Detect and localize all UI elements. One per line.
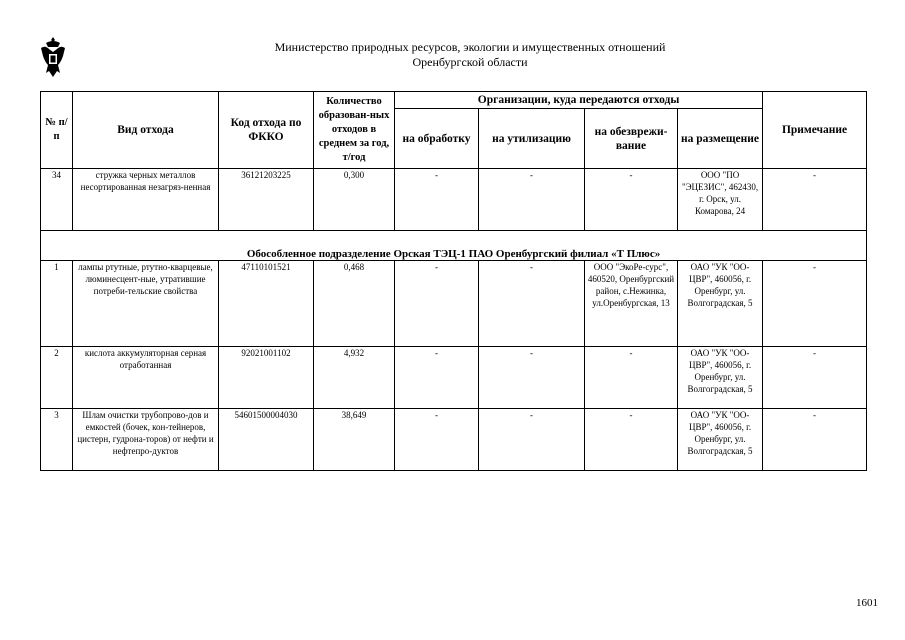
cell-neutralization: ООО "ЭкоРе-сурс", 460520, Оренбургский район, с.Нежинка, ул.Оренбургская, 13 — [585, 261, 678, 347]
section-title: Обособленное подразделение Орская ТЭЦ-1 ПАО Оренбургский филиал «Т Плюс» — [41, 231, 867, 261]
col-header-placement: на размещение — [678, 109, 763, 169]
col-header-note: Примечание — [763, 92, 867, 169]
table-row — [41, 261, 867, 347]
cell-code: 92021001102 — [219, 347, 314, 409]
cell-num: 3 — [41, 409, 73, 471]
cell-qty: 0,300 — [314, 169, 395, 231]
cell-placement: ОАО "УК "ОО-ЦВР", 460056, г. Оренбург, ул. Волгоградская, 5 — [678, 409, 763, 471]
cell-processing: - — [395, 347, 479, 409]
col-header-num: № п/п — [41, 92, 73, 169]
cell-processing: - — [395, 409, 479, 471]
cell-type: кислота аккумуляторная серная отработанная — [73, 347, 219, 409]
cell-note: - — [763, 261, 867, 347]
cell-note: - — [763, 409, 867, 471]
cell-utilization: - — [479, 261, 585, 347]
cell-neutralization: - — [585, 347, 678, 409]
cell-placement: ОАО "УК "ОО-ЦВР", 460056, г. Оренбург, ул. Волгоградская, 5 — [678, 261, 763, 347]
cell-num: 1 — [41, 261, 73, 347]
cell-utilization: - — [479, 169, 585, 231]
cell-utilization: - — [479, 409, 585, 471]
cell-type: лампы ртутные, ртутно-кварцевые, люминесцент-ные, утратившие потреби-тельские свойства — [73, 261, 219, 347]
cell-num: 2 — [41, 347, 73, 409]
cell-placement: ОАО "УК "ОО-ЦВР", 460056, г. Оренбург, ул. Волгоградская, 5 — [678, 347, 763, 409]
table-row — [41, 409, 867, 471]
table-row — [41, 169, 867, 231]
header-ministry-line2: Оренбургской области — [412, 55, 528, 69]
page-number: 1601 — [856, 597, 878, 609]
header-row — [41, 92, 867, 109]
cell-qty: 0,468 — [314, 261, 395, 347]
cell-placement: ООО "ПО "ЭЦЕЗИС", 462430, г. Орск, ул. Комарова, 24 — [678, 169, 763, 231]
table-row — [41, 347, 867, 409]
col-header-processing: на обработку — [395, 109, 479, 169]
cell-note: - — [763, 169, 867, 231]
col-header-type: Вид отхода — [73, 92, 219, 169]
col-header-orgs: Организации, куда передаются отходы — [395, 92, 763, 109]
cell-qty: 38,649 — [314, 409, 395, 471]
cell-note: - — [763, 347, 867, 409]
waste-table — [40, 91, 867, 471]
col-header-qty: Количество образован-ных отходов в среднем за год, т/год — [314, 92, 395, 169]
cell-code: 47110101521 — [219, 261, 314, 347]
cell-type: стружка черных металлов несортированная незагряз-ненная — [73, 169, 219, 231]
cell-processing: - — [395, 169, 479, 231]
cell-type: Шлам очистки трубопрово-дов и емкостей (бочек, кон-тейнеров, цистерн, гудрона-торов) от нефти и нефтепро-дуктов — [73, 409, 219, 471]
col-header-utilization: на утилизацию — [479, 109, 585, 169]
cell-qty: 4,932 — [314, 347, 395, 409]
cell-utilization: - — [479, 347, 585, 409]
cell-neutralization: - — [585, 169, 678, 231]
cell-num: 34 — [41, 169, 73, 231]
cell-neutralization: - — [585, 409, 678, 471]
cell-code: 54601500004030 — [219, 409, 314, 471]
header-ministry-line1: Министерство природных ресурсов, экологии и имущественных отношений — [274, 40, 666, 54]
section-row — [41, 231, 867, 261]
col-header-code: Код отхода по ФККО — [219, 92, 314, 169]
coat-of-arms-icon — [38, 36, 68, 80]
col-header-neutralization: на обезврежи-вание — [585, 109, 678, 169]
cell-code: 36121203225 — [219, 169, 314, 231]
cell-processing: - — [395, 261, 479, 347]
